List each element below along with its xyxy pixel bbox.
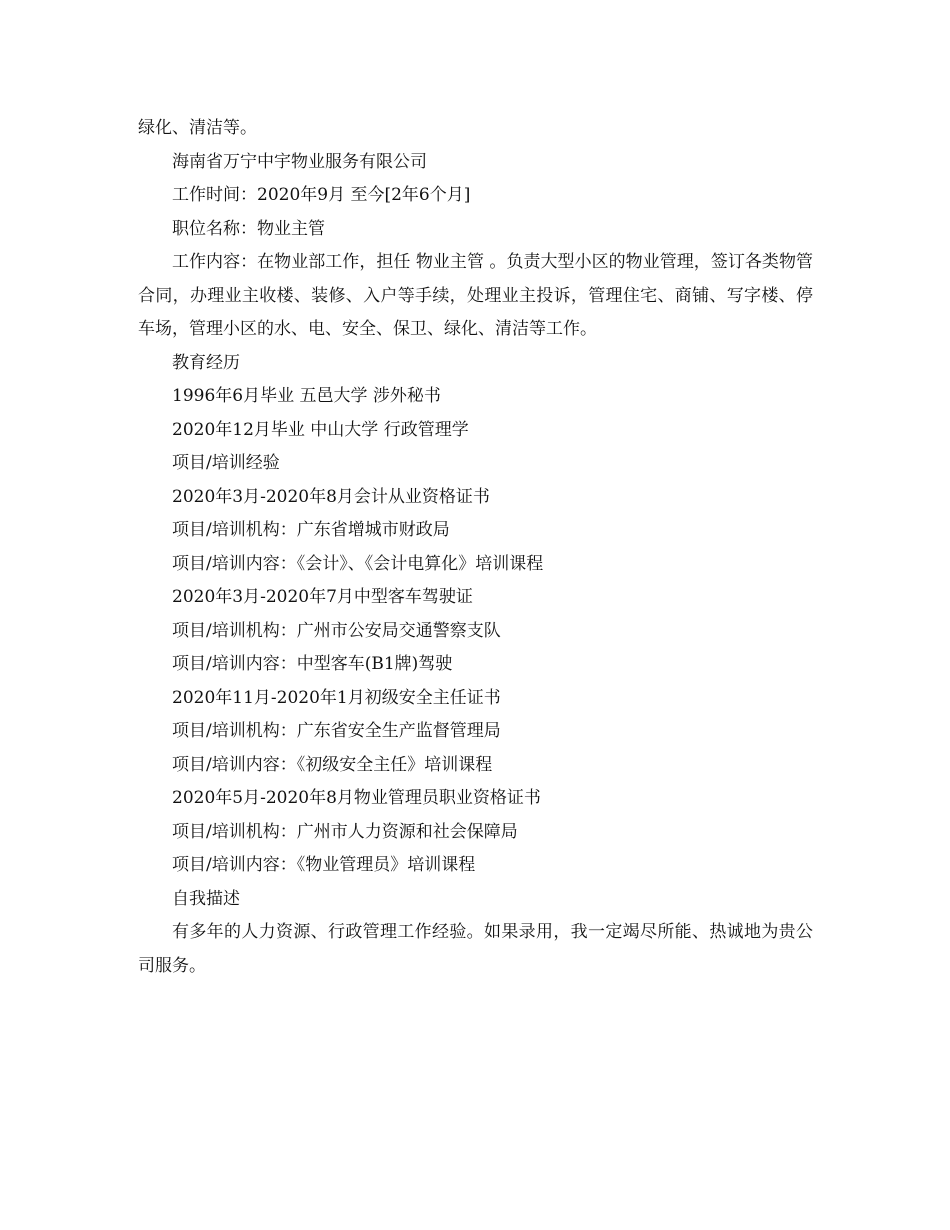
training-institution: 项目/培训机构：广州市公安局交通警察支队 — [172, 620, 501, 641]
section-heading-training: 项目/培训经验 — [172, 453, 280, 473]
training-title: 2020年11月-2020年1月初级安全主任证书 — [172, 687, 501, 708]
self-description-text: 有多年的人力资源、行政管理工作经验。如果录用，我一定竭尽所能、热诚地为贵公司服务。 — [138, 922, 813, 976]
document-body — [138, 112, 813, 983]
training-institution: 项目/培训机构：广东省安全生产监督管理局 — [172, 721, 501, 741]
paragraph-continuation: 绿化、清洁等。 — [138, 118, 257, 138]
education-entry: 2020年12月毕业 中山大学 行政管理学 — [172, 419, 469, 440]
job-title: 职位名称：物业主管 — [172, 218, 325, 239]
section-heading-self-description: 自我描述 — [172, 888, 240, 909]
job-description: 工作内容：在物业部工作，担任 物业主管 。负责大型小区的物业管理，签订各类物管合同，办理业主收楼、装修、入户等手续，处理业主投诉，管理住宅、商铺、写字楼、停车场，管理小区的水、电、安全、保卫、绿化、清洁等工作。 — [138, 252, 813, 339]
training-title: 2020年5月-2020年8月物业管理员职业资格证书 — [172, 788, 541, 808]
training-content: 项目/培训内容：《会计》、《会计电算化》培训课程 — [172, 553, 544, 574]
training-institution: 项目/培训机构：广州市人力资源和社会保障局 — [172, 821, 518, 842]
section-heading-education: 教育经历 — [172, 352, 240, 373]
training-content: 项目/培训内容：《初级安全主任》培训课程 — [172, 754, 493, 775]
training-title: 2020年3月-2020年7月中型客车驾驶证 — [172, 587, 473, 607]
employer-name: 海南省万宁中宇物业服务有限公司 — [172, 151, 427, 172]
training-title: 2020年3月-2020年8月会计从业资格证书 — [172, 486, 490, 507]
training-content: 项目/培训内容：中型客车(B1牌)驾驶 — [172, 654, 453, 674]
training-content: 项目/培训内容：《物业管理员》培训课程 — [172, 855, 476, 875]
education-entry: 1996年6月毕业 五邑大学 涉外秘书 — [172, 386, 441, 406]
work-period: 工作时间：2020年9月 至今[2年6个月] — [172, 185, 471, 205]
training-institution: 项目/培训机构：广东省增城市财政局 — [172, 520, 450, 540]
